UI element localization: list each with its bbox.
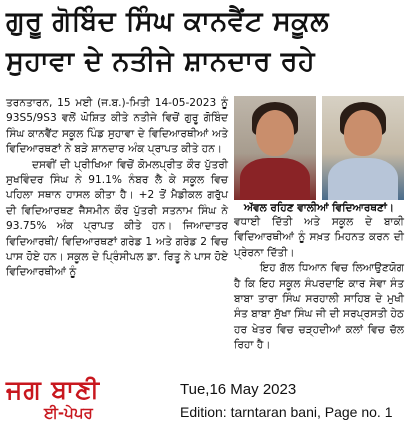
- headline-line-2: ਸੁਹਾਵਾ ਦੇ ਨਤੀਜੇ ਸ਼ਾਨਦਾਰ ਰਹੇ: [6, 46, 316, 77]
- edition-info: Edition: tarntaran bani, Page no. 1: [180, 404, 393, 420]
- article-right-column: [234, 215, 404, 372]
- student-photos: [234, 96, 404, 200]
- article-paragraph: ਵਧਾਈ ਦਿੱਤੀ ਅਤੇ ਸਕੂਲ ਦੇ ਬਾਕੀ ਵਿਦਿਆਰਥੀਆਂ ਨੂੰ ਸਖ਼ਤ ਮਿਹਨਤ ਕਰਨ ਦੀ ਪ੍ਰੇਰਨਾ ਦਿੱਤੀ।: [234, 216, 404, 259]
- publication-date: Tue,16 May 2023: [180, 381, 297, 398]
- article-paragraph: ਤਰਨਤਾਰਨ, 15 ਮਈ (ਜ.ਬ.)-ਮਿਤੀ 14-05-2023 ਨੂੰ 93S5/9S3 ਵਲੋਂ ਘੋਸ਼ਿਤ ਕੀਤੇ ਨਤੀਜੇ ਵਿਚੋਂ ਗੁਰੂ ਗੋਬਿੰਦ ਸਿੰਘ ਕਾਨਵੈਂਟ ਸਕੂਲ ਪਿੰਡ ਸੁਹਾਵਾ ਦੇ ਵਿਦਿਆਰਥੀਆਂ ਅਤੇ ਵਿਦਿਆਰਥਣਾਂ ਨੇ ਬੜੇ ਸ਼ਾਨਦਾਰ ਅੰਕ ਪ੍ਰਾਪਤ ਕੀਤੇ ਹਨ।: [6, 97, 228, 156]
- student-photo-1: [234, 96, 316, 200]
- article-paragraph: ਇਹ ਗੱਲ ਧਿਆਨ ਵਿਚ ਲਿਆਉਣਯੋਗ ਹੈ ਕਿ ਇਹ ਸਕੂਲ ਸੰਪਰਦਾਇ ਕਾਰ ਸੇਵਾ ਸੰਤ ਬਾਬਾ ਤਾਰਾ ਸਿੰਘ ਸਰਹਾਲੀ ਸਾਹਿਬ ਦੇ ਮੁਖੀ ਸੰਤ ਬਾਬਾ ਸੁੱਖਾ ਸਿੰਘ ਜੀ ਦੀ ਸਰਪ੍ਰਸਤੀ ਹੇਠ ਹਰ ਖੇਤਰ ਵਿਚ ਚੜ੍ਹਦੀਆਂ ਕਲਾਂ ਵਿਚ ਚੱਲ ਰਿਹਾ ਹੈ।: [234, 262, 404, 352]
- headline-line-1: ਗੁਰੂ ਗੋਬਿੰਦ ਸਿੰਘ ਕਾਨਵੈਂਟ ਸਕੂਲ: [6, 6, 329, 37]
- photo-caption: ਅੱਵਲ ਰਹਿਣ ਵਾਲੀਆਂ ਵਿਦਿਆਰਥਣਾਂ।: [244, 202, 394, 214]
- student-photo-2: [322, 96, 404, 200]
- logo-main-text: ਜਗ ਬਾਣੀ: [6, 375, 100, 404]
- logo-sub-text: ਈ-ਪੇਪਰ: [44, 404, 93, 422]
- article-left-column: [6, 96, 228, 372]
- article-paragraph: ਦਸਵੀਂ ਦੀ ਪ੍ਰੀਖਿਆ ਵਿਚੋਂ ਕੋਮਲਪ੍ਰੀਤ ਕੌਰ ਪੁੱਤਰੀ ਸੁਖਵਿੰਦਰ ਸਿੰਘ ਨੇ 91.1% ਨੰਬਰ ਲੈ ਕੇ ਸਕੂਲ ਵਿਚ ਪਹਿਲਾ ਸਥਾਨ ਹਾਸਲ ਕੀਤਾ ਹੈ। +2 ਤੋਂ ਮੈਡੀਕਲ ਗਰੁੱਪ ਦੀ ਵਿਦਿਆਰਥਣ ਜੈਸਮੀਨ ਕੌਰ ਪੁੱਤਰੀ ਸਤਨਾਮ ਸਿੰਘ ਨੇ 93.75% ਅੰਕ ਪ੍ਰਾਪਤ ਕੀਤੇ ਹਨ। ਜਿਆਦਾਤਰ ਵਿਦਿਆਰਥੀ/ ਵਿਦਿਆਰਥਣਾਂ ਗਰੇਡ 1 ਅਤੇ ਗਰੇਡ 2 ਵਿਚ ਪਾਸ ਹੋਏ ਹਨ। ਸਕੂਲ ਦੇ ਪ੍ਰਿੰਸੀਪਲ ਡਾ. ਰਿਤੂ ਨੇ ਪਾਸ ਹੋਏ ਵਿਦਿਆਰਥੀਆਂ ਨੂੰ: [6, 158, 228, 279]
- jagbani-logo: [6, 376, 138, 424]
